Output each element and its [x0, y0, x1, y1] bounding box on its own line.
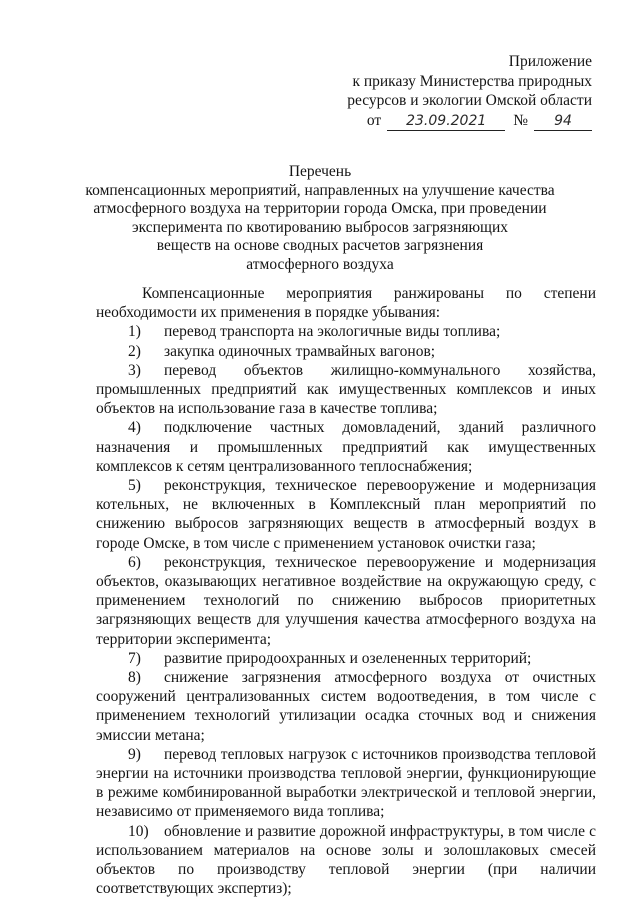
handwritten-date: 23.09.2021 [387, 113, 505, 131]
document-title [80, 163, 560, 275]
list-item [96, 476, 596, 553]
title-line-3: атмосферного воздуха на территории города Омска, при проведении [93, 200, 547, 218]
item-number: 1) [128, 323, 141, 341]
item-text: закупка одиночных трамвайных вагонов; [164, 342, 436, 360]
item-text: подключение частных домовладений, зданий различного назначения и промышленных предприятий как имущественных комплексов к сетям централизованного теплоснабжения; [96, 419, 596, 475]
item-number: 10) [128, 822, 149, 840]
list-item [96, 649, 596, 668]
list-item [96, 361, 596, 419]
from-label: от [366, 111, 382, 129]
list-item [96, 418, 596, 476]
item-text: снижение загрязнения атмосферного воздуха от очистных сооружений централизованных систем водоотведения, в том числе с применением технологий утилизации осадка сточных вод и снижения эмиссии метана; [96, 669, 596, 744]
list-item [96, 668, 596, 745]
item-number: 6) [128, 553, 141, 571]
item-text: обновление и развитие дорожной инфраструктуры, в том числе с использованием материалов на основе золы и золошлаковых смесей объектов по производству тепловой энергии (при наличии соответствующих экспертиз); [96, 822, 596, 898]
item-text: реконструкция, техническое перевооружение и модернизация объектов, оказывающих негативное воздействие на окружающую среду, с применением технологий по снижению выбросов приоритетных загрязняющих веществ для улучшения качества атмосферного воздуха на территории эксперимента; [96, 553, 596, 648]
appendix-label: Приложение [508, 53, 592, 70]
title-line-5: веществ на основе сводных расчетов загрязнения [156, 237, 484, 255]
title-line-1: Перечень [288, 163, 352, 180]
list-item [96, 822, 596, 899]
item-text: перевод транспорта на экологичные виды топлива; [164, 323, 501, 341]
item-text: развитие природоохранных и озелененных территорий; [164, 649, 532, 667]
order-date-number-line [332, 111, 592, 131]
appendix-header [332, 52, 592, 131]
order-reference-line1: к приказу Министерства природных [352, 72, 592, 90]
handwritten-order-number: 94 [534, 113, 592, 131]
item-number: 2) [128, 342, 141, 360]
item-number: 8) [128, 669, 141, 687]
document-body [96, 284, 596, 899]
list-item [96, 553, 596, 649]
order-reference-line2: ресурсов и экологии Омской области [347, 92, 592, 109]
item-number: 4) [128, 419, 141, 437]
item-number: 9) [128, 745, 141, 763]
item-text: перевод объектов жилищно-коммунального хозяйства, промышленных предприятий как имущественных комплексов и иных объектов на использование газа в качестве топлива; [96, 361, 596, 418]
list-item [96, 342, 596, 361]
list-item [96, 745, 596, 822]
item-text: реконструкция, техническое перевооружение и модернизация котельных, не включенных в Комплексный план мероприятий по снижению выбросов загрязняющих веществ в атмосферный воздух в городе Омске, в том числе с применением установок очистки газа; [96, 477, 596, 552]
number-label: № [513, 111, 528, 129]
title-line-6: атмосферного воздуха [246, 255, 394, 273]
item-number: 3) [128, 361, 141, 379]
item-number: 5) [128, 477, 141, 495]
item-number: 7) [128, 649, 141, 667]
title-line-4: эксперимента по квотированию выбросов загрязняющих [131, 218, 509, 236]
item-text: перевод тепловых нагрузок с источников производства тепловой энергии на источники производства тепловой энергии, функционирующие в режиме комбинированной выработки электрической и тепловой энергии, независимо от применяемого вида топлива; [96, 745, 596, 821]
list-item [96, 322, 596, 341]
title-line-2: компенсационных мероприятий, направленных на улучшение качества [85, 181, 555, 199]
intro-paragraph: Компенсационные мероприятия ранжированы по степени необходимости их применения в порядке убывания: [96, 285, 596, 322]
